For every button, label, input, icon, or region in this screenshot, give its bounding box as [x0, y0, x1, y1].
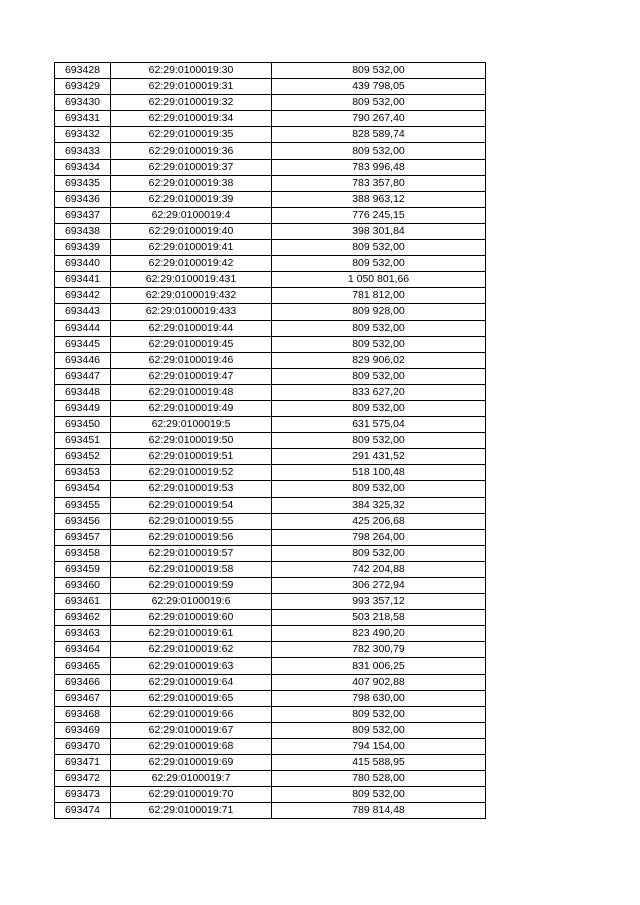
table-row	[55, 449, 486, 465]
table-row	[55, 336, 486, 352]
row-number-cell: 693464	[55, 642, 111, 658]
row-number-cell: 693458	[55, 545, 111, 561]
cadastral-value-cell: 425 206,68	[272, 513, 486, 529]
cadastral-number-cell: 62:29:0100019:432	[111, 288, 272, 304]
cadastral-number-cell: 62:29:0100019:56	[111, 529, 272, 545]
cadastral-value-cell: 823 490,20	[272, 626, 486, 642]
table-row	[55, 755, 486, 771]
row-number-cell: 693431	[55, 111, 111, 127]
row-number-cell: 693452	[55, 449, 111, 465]
row-number-cell: 693429	[55, 79, 111, 95]
cadastral-number-cell: 62:29:0100019:7	[111, 771, 272, 787]
cadastral-value-cell: 781 812,00	[272, 288, 486, 304]
cadastral-value-cell: 809 532,00	[272, 706, 486, 722]
table-row	[55, 610, 486, 626]
table-row	[55, 513, 486, 529]
cadastral-value-cell: 809 532,00	[272, 95, 486, 111]
row-number-cell: 693434	[55, 159, 111, 175]
cadastral-value-cell: 829 906,02	[272, 352, 486, 368]
cadastral-value-cell: 798 264,00	[272, 529, 486, 545]
row-number-cell: 693463	[55, 626, 111, 642]
row-number-cell: 693443	[55, 304, 111, 320]
cadastral-value-cell: 790 267,40	[272, 111, 486, 127]
row-number-cell: 693442	[55, 288, 111, 304]
cadastral-value-cell: 407 902,88	[272, 674, 486, 690]
cadastral-number-cell: 62:29:0100019:40	[111, 223, 272, 239]
cadastral-value-cell: 809 532,00	[272, 240, 486, 256]
table-row	[55, 368, 486, 384]
cadastral-value-cell: 794 154,00	[272, 738, 486, 754]
row-number-cell: 693439	[55, 240, 111, 256]
row-number-cell: 693438	[55, 223, 111, 239]
cadastral-value-cell: 518 100,48	[272, 465, 486, 481]
cadastral-number-cell: 62:29:0100019:35	[111, 127, 272, 143]
table-row	[55, 240, 486, 256]
cadastral-value-cell: 809 532,00	[272, 481, 486, 497]
table-row	[55, 111, 486, 127]
row-number-cell: 693447	[55, 368, 111, 384]
cadastral-number-cell: 62:29:0100019:50	[111, 433, 272, 449]
cadastral-number-cell: 62:29:0100019:38	[111, 175, 272, 191]
cadastral-number-cell: 62:29:0100019:62	[111, 642, 272, 658]
cadastral-value-cell: 503 218,58	[272, 610, 486, 626]
cadastral-value-cell: 809 532,00	[272, 545, 486, 561]
cadastral-number-cell: 62:29:0100019:55	[111, 513, 272, 529]
row-number-cell: 693460	[55, 578, 111, 594]
cadastral-number-cell: 62:29:0100019:71	[111, 803, 272, 819]
cadastral-value-cell: 783 996,48	[272, 159, 486, 175]
row-number-cell: 693461	[55, 594, 111, 610]
cadastral-value-cell: 809 532,00	[272, 400, 486, 416]
cadastral-value-cell: 291 431,52	[272, 449, 486, 465]
cadastral-number-cell: 62:29:0100019:69	[111, 755, 272, 771]
table-row	[55, 127, 486, 143]
row-number-cell: 693446	[55, 352, 111, 368]
cadastral-value-cell: 776 245,15	[272, 207, 486, 223]
cadastral-value-cell: 1 050 801,66	[272, 272, 486, 288]
cadastral-number-cell: 62:29:0100019:44	[111, 320, 272, 336]
cadastral-value-cell: 831 006,25	[272, 658, 486, 674]
cadastral-number-cell: 62:29:0100019:51	[111, 449, 272, 465]
table-row	[55, 63, 486, 79]
cadastral-value-table	[54, 62, 486, 819]
cadastral-value-cell: 782 300,79	[272, 642, 486, 658]
cadastral-number-cell: 62:29:0100019:39	[111, 191, 272, 207]
cadastral-number-cell: 62:29:0100019:68	[111, 738, 272, 754]
row-number-cell: 693470	[55, 738, 111, 754]
cadastral-value-cell: 780 528,00	[272, 771, 486, 787]
table-row	[55, 529, 486, 545]
table-row	[55, 191, 486, 207]
cadastral-number-cell: 62:29:0100019:431	[111, 272, 272, 288]
table-row	[55, 272, 486, 288]
table-row	[55, 481, 486, 497]
cadastral-value-cell: 783 357,80	[272, 175, 486, 191]
cadastral-number-cell: 62:29:0100019:60	[111, 610, 272, 626]
cadastral-value-cell: 439 798,05	[272, 79, 486, 95]
table-row	[55, 384, 486, 400]
table-row	[55, 578, 486, 594]
cadastral-value-cell: 798 630,00	[272, 690, 486, 706]
cadastral-value-cell: 809 532,00	[272, 320, 486, 336]
row-number-cell: 693449	[55, 400, 111, 416]
cadastral-number-cell: 62:29:0100019:61	[111, 626, 272, 642]
table-row	[55, 497, 486, 513]
cadastral-value-cell: 809 532,00	[272, 256, 486, 272]
table-row	[55, 256, 486, 272]
table-row	[55, 175, 486, 191]
cadastral-value-cell: 833 627,20	[272, 384, 486, 400]
row-number-cell: 693469	[55, 722, 111, 738]
cadastral-value-cell: 631 575,04	[272, 417, 486, 433]
table-row	[55, 433, 486, 449]
cadastral-value-cell: 415 588,95	[272, 755, 486, 771]
row-number-cell: 693437	[55, 207, 111, 223]
row-number-cell: 693432	[55, 127, 111, 143]
cadastral-number-cell: 62:29:0100019:53	[111, 481, 272, 497]
row-number-cell: 693465	[55, 658, 111, 674]
row-number-cell: 693441	[55, 272, 111, 288]
row-number-cell: 693450	[55, 417, 111, 433]
cadastral-number-cell: 62:29:0100019:48	[111, 384, 272, 400]
row-number-cell: 693474	[55, 803, 111, 819]
cadastral-value-cell: 809 532,00	[272, 368, 486, 384]
table-row	[55, 207, 486, 223]
table-row	[55, 771, 486, 787]
cadastral-number-cell: 62:29:0100019:6	[111, 594, 272, 610]
row-number-cell: 693451	[55, 433, 111, 449]
table-row	[55, 95, 486, 111]
cadastral-value-cell: 809 928,00	[272, 304, 486, 320]
cadastral-number-cell: 62:29:0100019:42	[111, 256, 272, 272]
row-number-cell: 693456	[55, 513, 111, 529]
row-number-cell: 693433	[55, 143, 111, 159]
table-row	[55, 223, 486, 239]
cadastral-number-cell: 62:29:0100019:67	[111, 722, 272, 738]
table-row	[55, 465, 486, 481]
table-row	[55, 626, 486, 642]
cadastral-value-cell: 388 963,12	[272, 191, 486, 207]
table-row	[55, 352, 486, 368]
table-row	[55, 787, 486, 803]
table-row	[55, 545, 486, 561]
cadastral-number-cell: 62:29:0100019:65	[111, 690, 272, 706]
table-row	[55, 561, 486, 577]
cadastral-value-cell: 993 357,12	[272, 594, 486, 610]
row-number-cell: 693454	[55, 481, 111, 497]
cadastral-number-cell: 62:29:0100019:49	[111, 400, 272, 416]
row-number-cell: 693428	[55, 63, 111, 79]
table-row	[55, 803, 486, 819]
row-number-cell: 693471	[55, 755, 111, 771]
row-number-cell: 693462	[55, 610, 111, 626]
cadastral-value-cell: 809 532,00	[272, 787, 486, 803]
cadastral-number-cell: 62:29:0100019:57	[111, 545, 272, 561]
cadastral-number-cell: 62:29:0100019:46	[111, 352, 272, 368]
cadastral-number-cell: 62:29:0100019:433	[111, 304, 272, 320]
table-row	[55, 706, 486, 722]
cadastral-number-cell: 62:29:0100019:70	[111, 787, 272, 803]
cadastral-value-cell: 384 325,32	[272, 497, 486, 513]
table-row	[55, 288, 486, 304]
cadastral-number-cell: 62:29:0100019:31	[111, 79, 272, 95]
cadastral-value-cell: 809 532,00	[272, 336, 486, 352]
cadastral-number-cell: 62:29:0100019:47	[111, 368, 272, 384]
cadastral-value-cell: 398 301,84	[272, 223, 486, 239]
row-number-cell: 693435	[55, 175, 111, 191]
row-number-cell: 693467	[55, 690, 111, 706]
cadastral-number-cell: 62:29:0100019:32	[111, 95, 272, 111]
cadastral-number-cell: 62:29:0100019:36	[111, 143, 272, 159]
row-number-cell: 693459	[55, 561, 111, 577]
cadastral-number-cell: 62:29:0100019:64	[111, 674, 272, 690]
cadastral-number-cell: 62:29:0100019:4	[111, 207, 272, 223]
cadastral-number-cell: 62:29:0100019:59	[111, 578, 272, 594]
table-row	[55, 642, 486, 658]
table-row	[55, 400, 486, 416]
cadastral-value-cell: 809 532,00	[272, 433, 486, 449]
cadastral-number-cell: 62:29:0100019:41	[111, 240, 272, 256]
table-row	[55, 304, 486, 320]
row-number-cell: 693466	[55, 674, 111, 690]
row-number-cell: 693457	[55, 529, 111, 545]
cadastral-value-cell: 809 532,00	[272, 63, 486, 79]
cadastral-value-cell: 742 204,88	[272, 561, 486, 577]
table-row	[55, 738, 486, 754]
cadastral-value-cell: 789 814,48	[272, 803, 486, 819]
row-number-cell: 693430	[55, 95, 111, 111]
table-body	[55, 63, 486, 819]
cadastral-number-cell: 62:29:0100019:63	[111, 658, 272, 674]
table-row	[55, 159, 486, 175]
row-number-cell: 693453	[55, 465, 111, 481]
cadastral-number-cell: 62:29:0100019:58	[111, 561, 272, 577]
row-number-cell: 693448	[55, 384, 111, 400]
table-row	[55, 79, 486, 95]
table-row	[55, 658, 486, 674]
row-number-cell: 693444	[55, 320, 111, 336]
table-row	[55, 594, 486, 610]
cadastral-number-cell: 62:29:0100019:66	[111, 706, 272, 722]
cadastral-number-cell: 62:29:0100019:54	[111, 497, 272, 513]
row-number-cell: 693468	[55, 706, 111, 722]
cadastral-value-cell: 809 532,00	[272, 143, 486, 159]
cadastral-number-cell: 62:29:0100019:45	[111, 336, 272, 352]
row-number-cell: 693445	[55, 336, 111, 352]
table-row	[55, 690, 486, 706]
table-row	[55, 143, 486, 159]
row-number-cell: 693472	[55, 771, 111, 787]
cadastral-number-cell: 62:29:0100019:5	[111, 417, 272, 433]
row-number-cell: 693436	[55, 191, 111, 207]
cadastral-value-cell: 828 589,74	[272, 127, 486, 143]
row-number-cell: 693440	[55, 256, 111, 272]
row-number-cell: 693473	[55, 787, 111, 803]
table-row	[55, 417, 486, 433]
cadastral-number-cell: 62:29:0100019:52	[111, 465, 272, 481]
table-row	[55, 722, 486, 738]
cadastral-number-cell: 62:29:0100019:30	[111, 63, 272, 79]
cadastral-number-cell: 62:29:0100019:37	[111, 159, 272, 175]
cadastral-value-cell: 809 532,00	[272, 722, 486, 738]
table-row	[55, 320, 486, 336]
row-number-cell: 693455	[55, 497, 111, 513]
cadastral-value-cell: 306 272,94	[272, 578, 486, 594]
table-row	[55, 674, 486, 690]
cadastral-number-cell: 62:29:0100019:34	[111, 111, 272, 127]
